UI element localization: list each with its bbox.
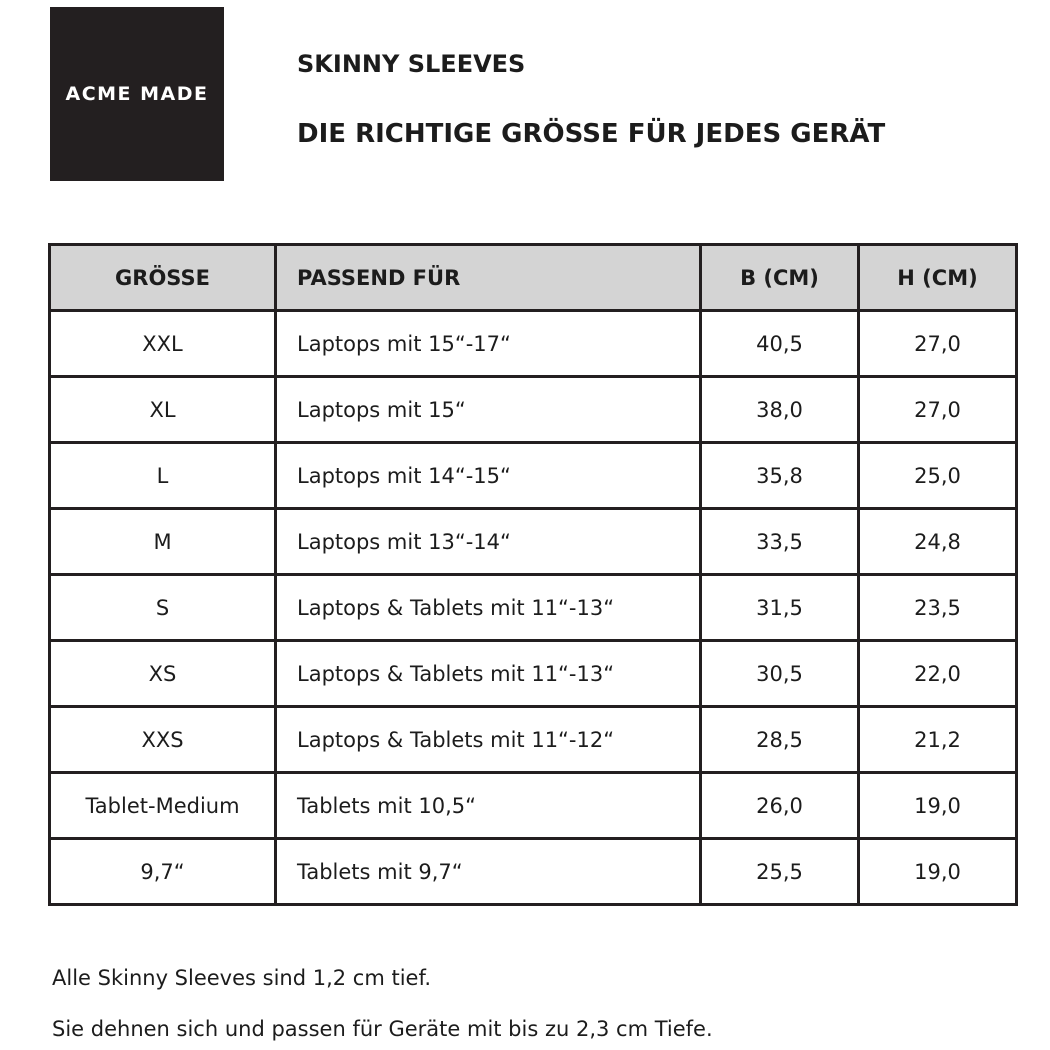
cell-height: 19,0 [859, 773, 1017, 839]
cell-height: 21,2 [859, 707, 1017, 773]
cell-width: 35,8 [701, 443, 859, 509]
size-table [48, 243, 1018, 906]
stretch-note: Sie dehnen sich und passen für Geräte mit bis zu 2,3 cm Tiefe. [52, 1017, 713, 1041]
cell-width: 25,5 [701, 839, 859, 905]
cell-width: 31,5 [701, 575, 859, 641]
table-row [50, 641, 1017, 707]
cell-height: 27,0 [859, 377, 1017, 443]
cell-fits: Laptops mit 15“-17“ [276, 311, 701, 377]
column-header-fits: PASSEND FÜR [276, 245, 701, 311]
brand-logo-text: ACME MADE [65, 83, 209, 105]
column-header-height: H (CM) [859, 245, 1017, 311]
page-subtitle: DIE RICHTIGE GRÖSSE FÜR JEDES GERÄT [297, 119, 886, 149]
table-row [50, 311, 1017, 377]
cell-height: 19,0 [859, 839, 1017, 905]
cell-fits: Laptops mit 14“-15“ [276, 443, 701, 509]
cell-width: 38,0 [701, 377, 859, 443]
cell-size: L [50, 443, 276, 509]
cell-fits: Laptops & Tablets mit 11“-12“ [276, 707, 701, 773]
table-row [50, 509, 1017, 575]
cell-size: 9,7“ [50, 839, 276, 905]
cell-fits: Tablets mit 10,5“ [276, 773, 701, 839]
cell-size: XXS [50, 707, 276, 773]
cell-size: XXL [50, 311, 276, 377]
cell-width: 26,0 [701, 773, 859, 839]
table-row [50, 443, 1017, 509]
table-row [50, 839, 1017, 905]
cell-width: 28,5 [701, 707, 859, 773]
cell-height: 23,5 [859, 575, 1017, 641]
cell-size: XL [50, 377, 276, 443]
cell-size: S [50, 575, 276, 641]
cell-fits: Tablets mit 9,7“ [276, 839, 701, 905]
cell-fits: Laptops & Tablets mit 11“-13“ [276, 575, 701, 641]
brand-logo [50, 7, 224, 181]
cell-size: Tablet-Medium [50, 773, 276, 839]
cell-fits: Laptops mit 13“-14“ [276, 509, 701, 575]
depth-note: Alle Skinny Sleeves sind 1,2 cm tief. [52, 966, 432, 990]
column-header-width: B (CM) [701, 245, 859, 311]
cell-height: 27,0 [859, 311, 1017, 377]
cell-size: XS [50, 641, 276, 707]
cell-height: 25,0 [859, 443, 1017, 509]
cell-fits: Laptops & Tablets mit 11“-13“ [276, 641, 701, 707]
cell-width: 33,5 [701, 509, 859, 575]
page-title: SKINNY SLEEVES [297, 50, 526, 78]
cell-fits: Laptops mit 15“ [276, 377, 701, 443]
cell-height: 22,0 [859, 641, 1017, 707]
cell-size: M [50, 509, 276, 575]
table-row [50, 377, 1017, 443]
table-row [50, 707, 1017, 773]
table-row [50, 575, 1017, 641]
table-header-row [50, 245, 1017, 311]
cell-width: 40,5 [701, 311, 859, 377]
cell-width: 30,5 [701, 641, 859, 707]
table-row [50, 773, 1017, 839]
cell-height: 24,8 [859, 509, 1017, 575]
column-header-size: GRÖSSE [50, 245, 276, 311]
